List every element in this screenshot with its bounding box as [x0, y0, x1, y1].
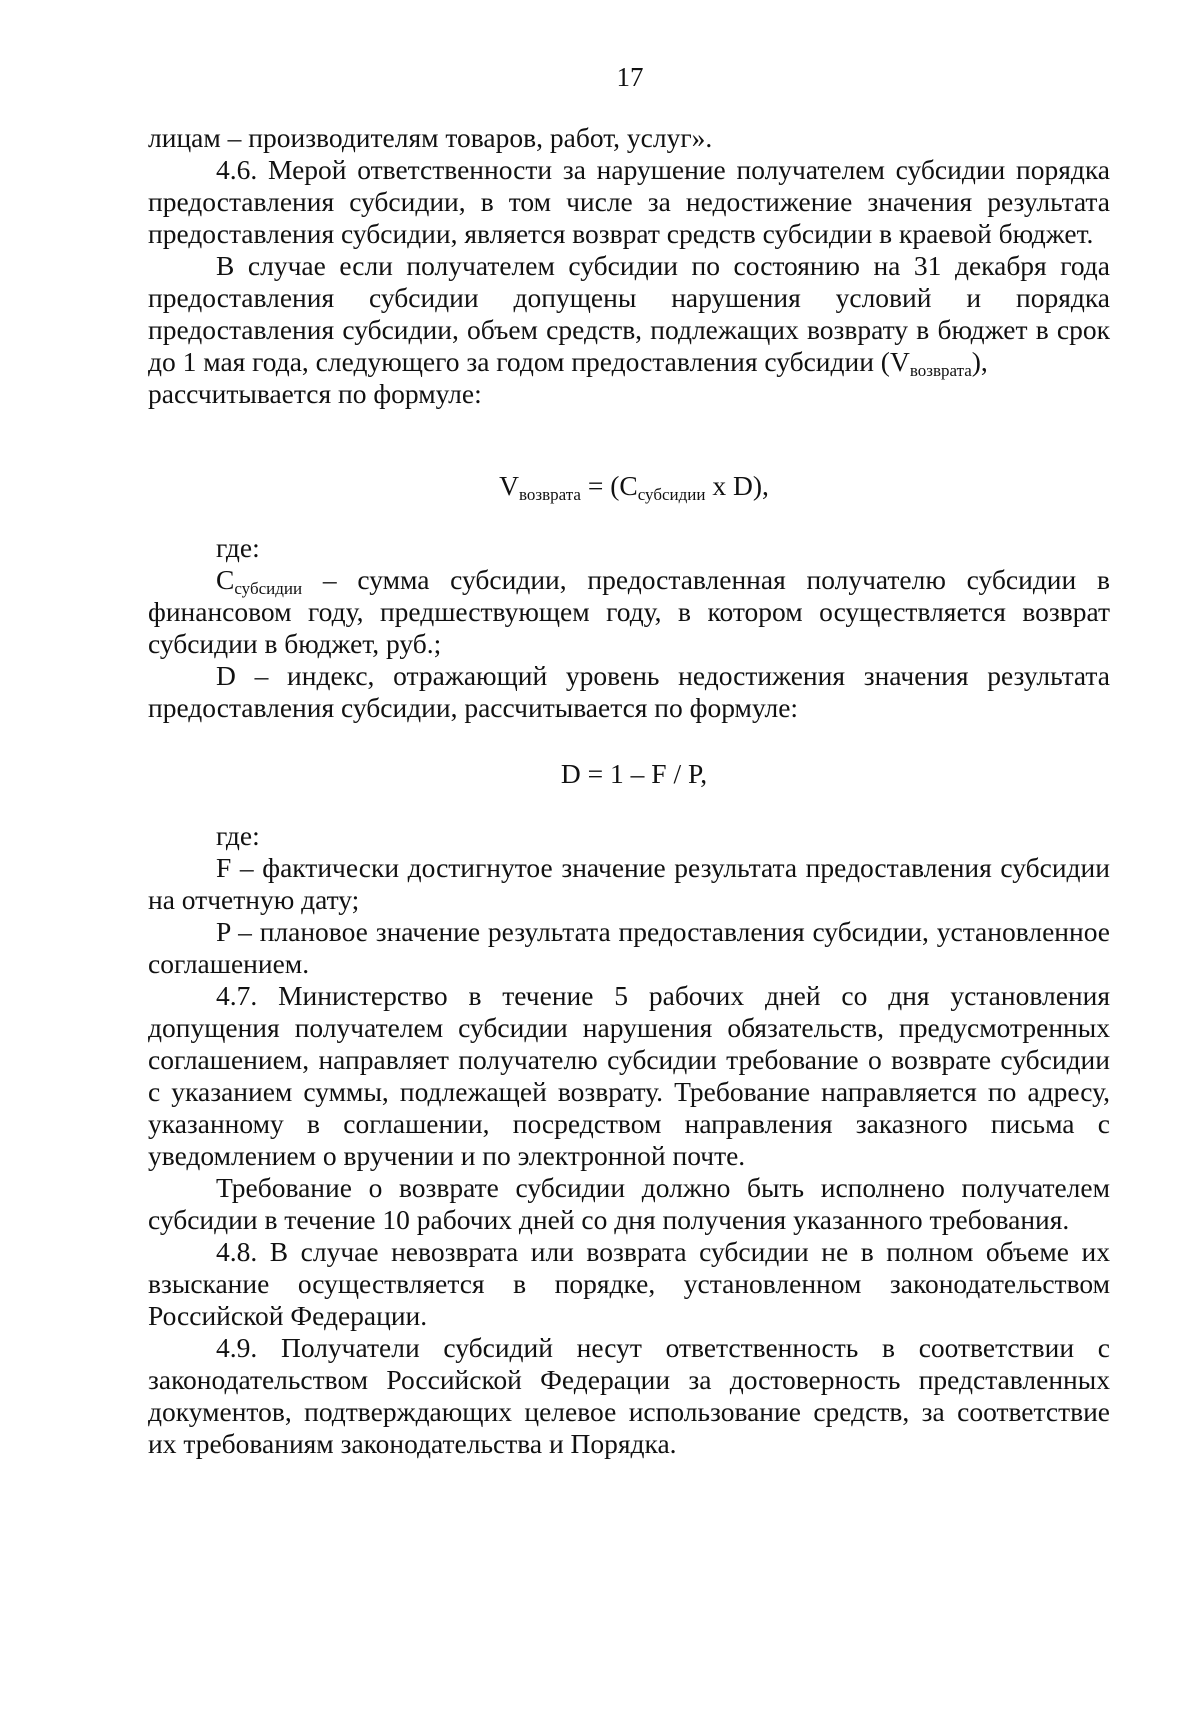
v-subscript: возврата: [909, 361, 972, 380]
formula-tail: x D),: [705, 470, 769, 501]
where-label-1: где:: [216, 532, 260, 563]
paragraph-4-7: 4.7. Министерство в течение 5 рабочих дней со дня установления допущения получателем субсидии нарушения обязательств, предусмотренных соглашением, направляет получателю субсидии требование о возврате субсидии с указанием суммы, подлежащей возврату. Требование направляется по адресу, указанному в соглашении, посредством направления заказного письма с уведомлением о вручении и по электронной почте.: [148, 980, 1110, 1171]
c-symbol: C: [216, 564, 235, 595]
refund-condition-text: В случае если получателем субсидии по состоянию на 31 декабря года предоставления субсидии допущены нарушения условий и порядка предоставления субсидии, объем средств, подлежащих возврату в бюджет в срок до 1 мая года, следующего за годом предоставления субсидии (V: [148, 250, 1110, 377]
paragraph-4-7-requirement: Требование о возврате субсидии должно быть исполнено получателем субсидии в течение 10 рабочих дней со дня получения указанного требования.: [148, 1172, 1110, 1235]
formula-refund-volume: [148, 470, 1110, 502]
paragraph-refund-condition: [148, 250, 1110, 410]
paragraph-continuation: лицам – производителям товаров, работ, услуг».: [148, 122, 713, 153]
formula-c-subscript: субсидии: [637, 485, 706, 504]
document-body: [148, 122, 1110, 1460]
refund-condition-tail: ),: [971, 346, 988, 377]
c-subscript: субсидии: [234, 579, 303, 598]
paragraph-4-9: 4.9. Получатели субсидий несут ответственность в соответствии с законодательством Российской Федерации за достоверность представленных документов, подтверждающих целевое использование средств, за соответствие их требованиям законодательства и Порядка.: [148, 1332, 1110, 1459]
definition-c-subsidy: [148, 564, 1110, 660]
definition-d-index: D – индекс, отражающий уровень недостижения значения результата предоставления субсидии, рассчитывается по формуле:: [148, 660, 1110, 723]
formula-equals: = (C: [580, 470, 638, 501]
formula-v-subscript: возврата: [519, 485, 581, 504]
paragraph-4-6: 4.6. Мерой ответственности за нарушение получателем субсидии порядка предоставления субсидии, в том числе за недостижение значения результата предоставления субсидии, является возврат средств субсидии в краевой бюджет.: [148, 154, 1110, 249]
paragraph-4-8: 4.8. В случае невозврата или возврата субсидии не в полном объеме их взыскание осуществляется в порядке, установленном законодательством Российской Федерации.: [148, 1236, 1110, 1331]
refund-condition-last-line: рассчитывается по формуле:: [148, 378, 482, 409]
where-label-2: где:: [216, 820, 260, 851]
definition-p-planned: P – плановое значение результата предоставления субсидии, установленное соглашением.: [148, 916, 1110, 979]
formula-v-symbol: V: [499, 470, 519, 501]
page-number: 17: [616, 62, 644, 92]
c-definition-text: – сумма субсидии, предоставленная получателю субсидии в финансовом году, предшествующем году, в котором осуществляется возврат субсидии в бюджет, руб.;: [148, 564, 1110, 659]
definition-f-actual: F – фактически достигнутое значение результата предоставления субсидии на отчетную дату;: [148, 852, 1110, 915]
formula-d-index: D = 1 – F / P,: [560, 758, 708, 789]
